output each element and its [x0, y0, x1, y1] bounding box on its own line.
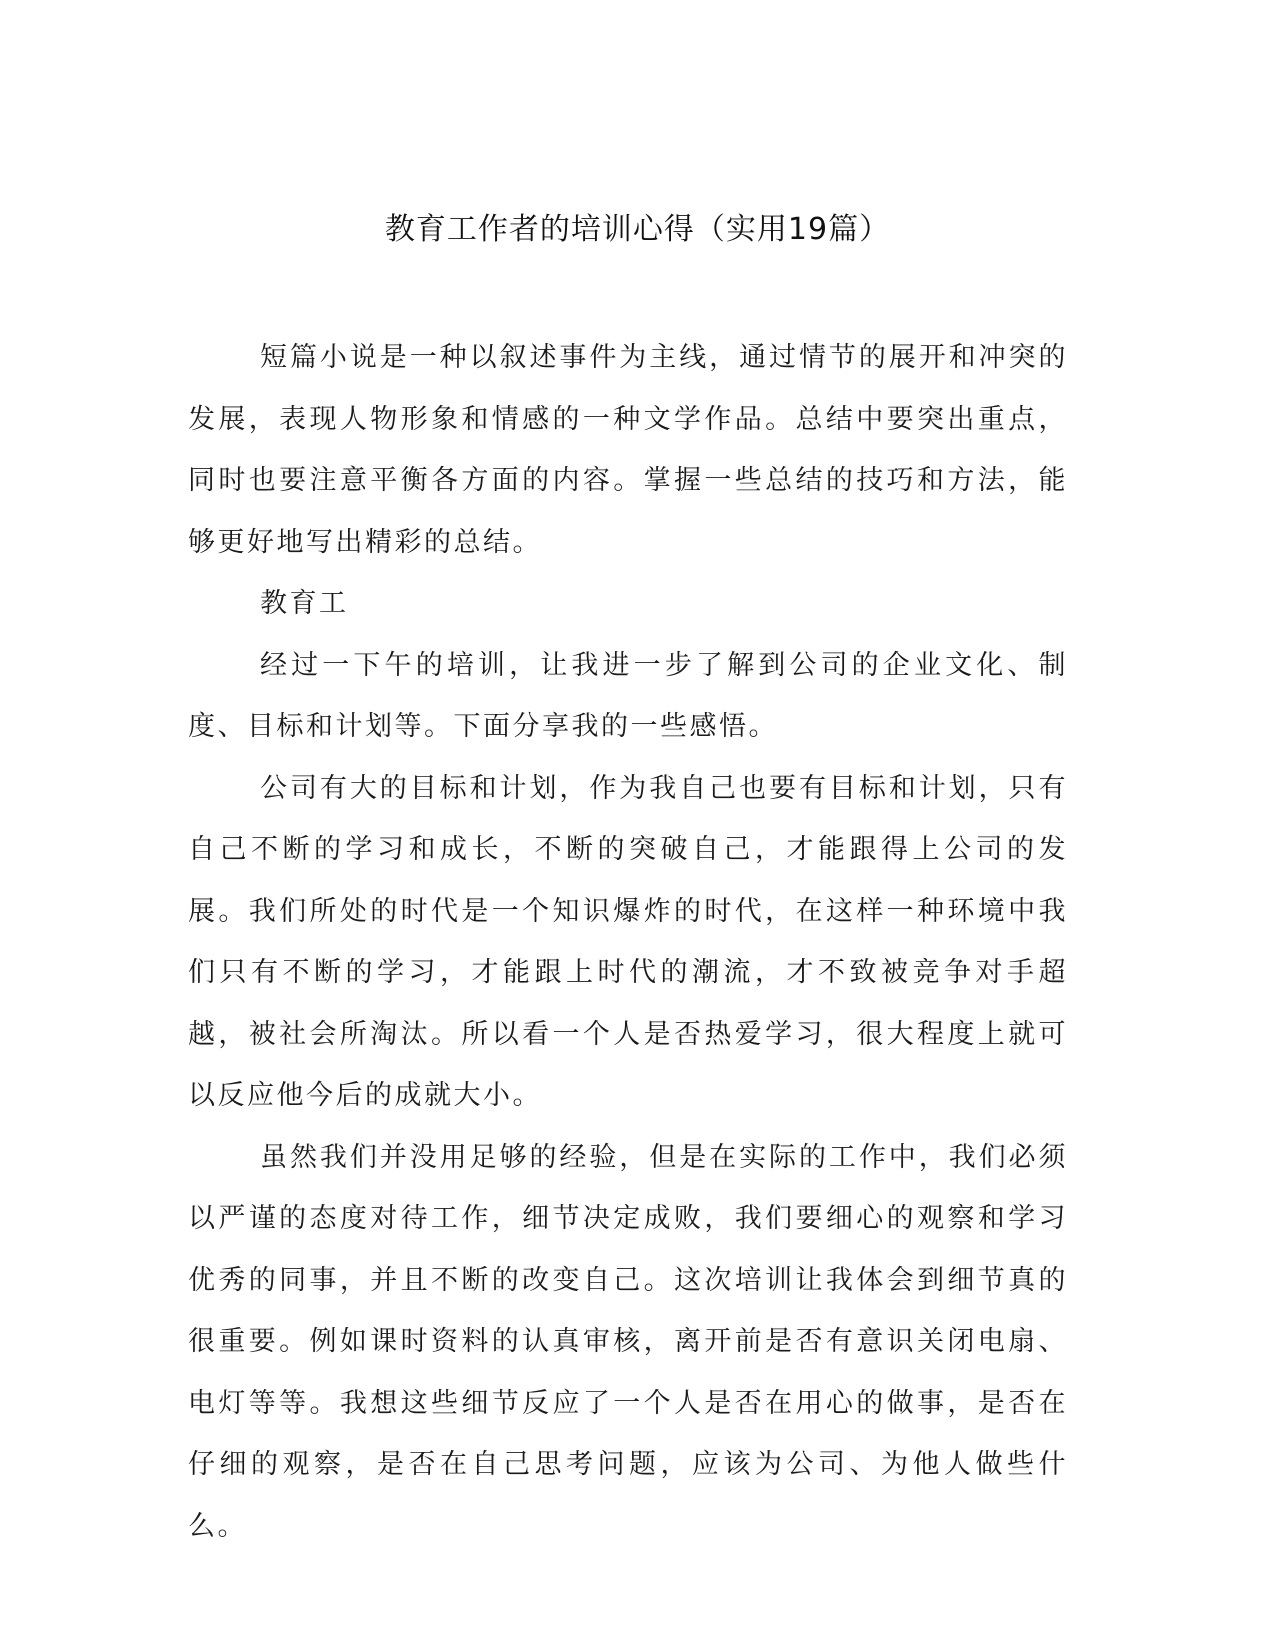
paragraph-training-summary: 经过一下午的培训，让我进一步了解到公司的企业文化、制度、目标和计划等。下面分享我的一些感悟。: [188, 649, 1068, 742]
document-title: 教育工作者的培训心得（实用19篇）: [384, 212, 891, 247]
paragraph-details-matter: 虽然我们并没用足够的经验，但是在实际的工作中，我们必须以严谨的态度对待工作，细节决定成败，我们要细心的观察和学习优秀的同事，并且不断的改变自己。这次培训让我体会到细节真的很重要。例如课时资料的认真审核，离开前是否有意识关闭电扇、电灯等等。我想这些细节反应了一个人是否在用心的做事，是否在仔细的观察，是否在自己思考问题，应该为公司、为他人做些什么。: [188, 1141, 1068, 1542]
paragraph-heading-fragment: 教育工: [260, 588, 349, 619]
paragraph-goals-and-learning: 公司有大的目标和计划，作为我自己也要有目标和计划，只有自己不断的学习和成长，不断的突破自己，才能跟得上公司的发展。我们所处的时代是一个知识爆炸的时代，在这样一种环境中我们只有不断的学习，才能跟上时代的潮流，才不致被竞争对手超越，被社会所淘汰。所以看一个人是否热爱学习，很大程度上就可以反应他今后的成就大小。: [188, 772, 1068, 1111]
document-body: [188, 327, 1068, 1557]
paragraph-intro: 短篇小说是一种以叙述事件为主线，通过情节的展开和冲突的发展，表现人物形象和情感的一种文学作品。总结中要突出重点，同时也要注意平衡各方面的内容。掌握一些总结的技巧和方法，能够更好地写出精彩的总结。: [188, 342, 1068, 558]
